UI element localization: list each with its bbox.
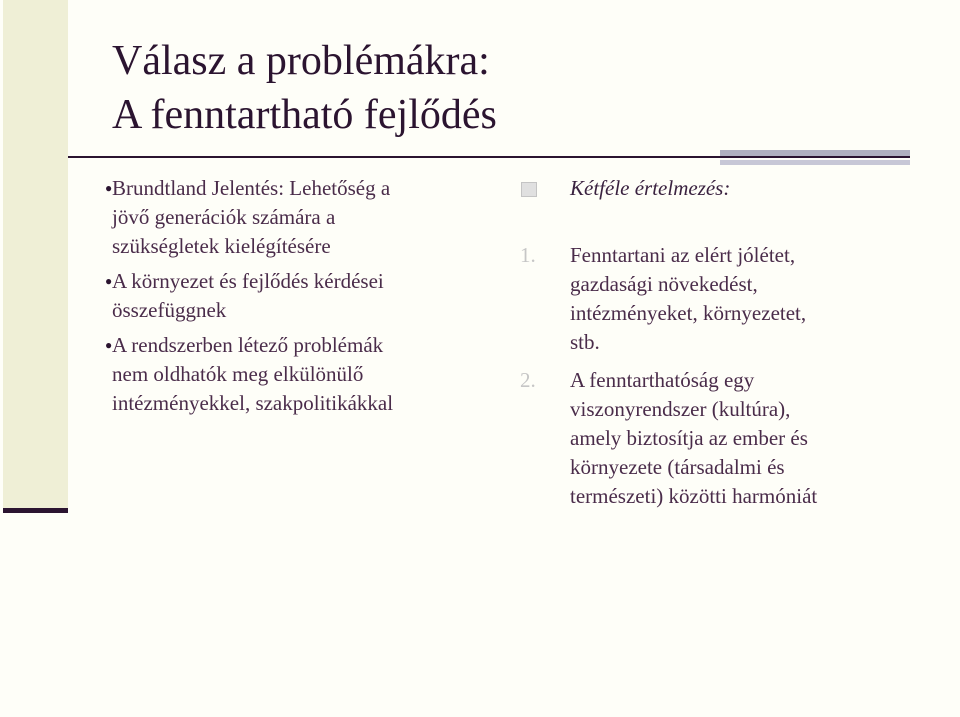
slide-title — [112, 34, 497, 142]
right-numbered-list — [520, 174, 940, 520]
item-number: 1. — [520, 243, 536, 267]
list-item-line: jövő generációk számára a — [112, 205, 336, 229]
right-heading — [520, 174, 940, 203]
list-item-line: szükségletek kielégítésére — [112, 234, 331, 258]
title-divider — [68, 156, 910, 158]
dot-bullet-icon: ● — [105, 338, 113, 352]
numbered-item-line: stb. — [570, 330, 600, 354]
numbered-item-line: amely biztosítja az ember és — [570, 426, 808, 450]
list-item-line: A rendszerben létező problémák — [112, 333, 384, 357]
dot-bullet-icon: ● — [105, 181, 113, 195]
numbered-item-line: viszonyrendszer (kultúra), — [570, 397, 791, 421]
numbered-item-line: gazdasági növekedést, — [570, 272, 758, 296]
right-heading-text: Kétféle értelmezés: — [570, 176, 731, 200]
list-item — [105, 267, 497, 325]
numbered-item-line: természeti) közötti harmóniát — [570, 484, 818, 508]
numbered-item-line: Fenntartani az elért jólétet, — [570, 243, 796, 267]
numbered-item — [520, 366, 940, 511]
numbered-item-line: intézményeket, környezetet, — [570, 301, 807, 325]
title-line-2: A fenntartható fejlődés — [112, 92, 497, 138]
numbered-item-line: környezete (társadalmi és — [570, 455, 785, 479]
list-item-line: összefüggnek — [112, 298, 227, 322]
item-number: 2. — [520, 368, 536, 392]
list-item — [105, 331, 497, 418]
list-item-line: A környezet és fejlődés kérdései — [112, 269, 384, 293]
numbered-item-line: A fenntarthatóság egy — [570, 368, 755, 392]
left-bullet-list — [105, 174, 497, 424]
numbered-item — [520, 241, 940, 357]
list-item-line: intézményekkel, szakpolitikákkal — [112, 391, 394, 415]
list-item — [105, 174, 497, 261]
dot-bullet-icon: ● — [105, 274, 113, 288]
list-item-line: Brundtland Jelentés: Lehetőség a — [112, 176, 391, 200]
title-line-1: Válasz a problémákra: — [112, 38, 490, 84]
list-item-line: nem oldhatók meg elkülönülő — [112, 362, 364, 386]
side-decoration-bar — [3, 0, 68, 512]
square-bullet-icon — [521, 182, 537, 197]
side-bar-base-line — [3, 508, 68, 513]
title-rule-accent-lower — [720, 160, 910, 165]
